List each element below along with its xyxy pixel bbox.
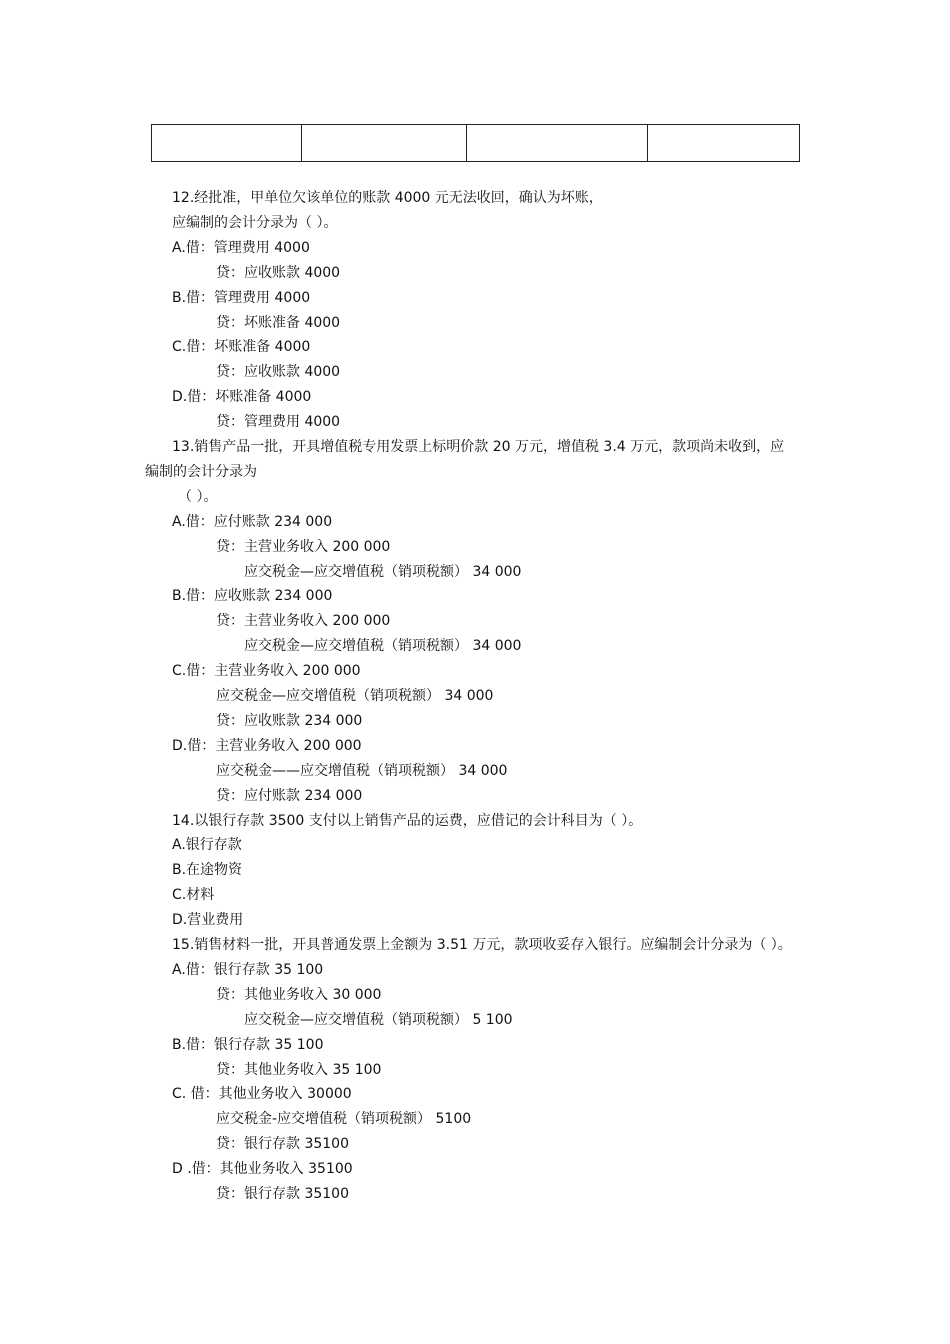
- text-line: D.借：主营业务收入 200 000: [172, 737, 362, 754]
- text-line: 编制的会计分录为: [145, 463, 257, 480]
- text-line: 贷：管理费用 4000: [216, 414, 341, 431]
- table-row: [152, 125, 800, 162]
- text-line: C. 借：其他业务收入 30000: [172, 1086, 352, 1103]
- text-line: C.借：主营业务收入 200 000: [172, 663, 361, 680]
- text-line: B.在途物资: [172, 862, 243, 879]
- text-line: 贷：应收账款 4000: [216, 364, 341, 381]
- text-line: （ ）。: [178, 488, 218, 505]
- blank-table: [151, 124, 800, 162]
- text-line: 应交税金—应交增值税（销项税额） 34 000: [244, 638, 522, 655]
- text-line: A.银行存款: [172, 837, 242, 854]
- text-line: A.借：银行存款 35 100: [172, 961, 324, 978]
- text-line: B.借：管理费用 4000: [172, 289, 311, 306]
- text-line: C.借：坏账准备 4000: [172, 339, 311, 356]
- text-line: 贷：坏账准备 4000: [216, 314, 341, 331]
- text-line: 应交税金-应交增值税（销项税额） 5100: [216, 1111, 472, 1128]
- text-line: 贷：银行存款 35100: [216, 1186, 349, 1202]
- table-cell: [467, 125, 648, 162]
- text-line: 应交税金——应交增值税（销项税额） 34 000: [216, 762, 508, 779]
- text-line: D.借：坏账准备 4000: [172, 389, 312, 406]
- table-cell: [302, 125, 467, 162]
- text-line: 应交税金—应交增值税（销项税额） 34 000: [216, 688, 494, 704]
- text-line: 贷：应收账款 4000: [216, 264, 341, 281]
- text-line: 贷：应收账款 234 000: [216, 712, 363, 729]
- text-line: 13.销售产品一批，开具增值税专用发票上标明价款 20 万元，增值税 3.4 万元，款项尚未收到，应: [172, 439, 785, 455]
- text-line: D.营业费用: [172, 912, 244, 929]
- table-cell: [152, 125, 302, 162]
- text-line: 应编制的会计分录为（ ）。: [172, 214, 338, 231]
- text-line: 14.以银行存款 3500 支付以上销售产品的运费，应借记的会计科目为（ ）。: [172, 812, 643, 829]
- table-cell: [648, 125, 800, 162]
- text-line: 贷：其他业务收入 30 000: [216, 986, 382, 1003]
- text-line: 12.经批准，甲单位欠该单位的账款 4000 元无法收回，确认为坏账，: [172, 190, 603, 206]
- text-line: A.借：管理费用 4000: [172, 239, 310, 256]
- text-line: 贷：主营业务收入 200 000: [216, 538, 391, 555]
- text-line: 贷：应付账款 234 000: [216, 787, 363, 804]
- text-line: C.材料: [172, 887, 215, 904]
- text-line: 15.销售材料一批，开具普通发票上金额为 3.51 万元，款项收妥存入银行。应编制会计分录为（ ）。: [172, 937, 792, 953]
- text-line: 应交税金—应交增值税（销项税额） 5 100: [244, 1011, 513, 1028]
- text-line: D .借：其他业务收入 35100: [172, 1161, 353, 1178]
- text-line: 贷：银行存款 35100: [216, 1136, 349, 1153]
- text-line: 贷：其他业务收入 35 100: [216, 1061, 382, 1078]
- text-line: A.借：应付账款 234 000: [172, 513, 333, 530]
- text-line: 贷：主营业务收入 200 000: [216, 613, 391, 630]
- text-line: B.借：银行存款 35 100: [172, 1036, 324, 1053]
- text-line: 应交税金—应交增值税（销项税额） 34 000: [244, 563, 522, 580]
- text-line: B.借：应收账款 234 000: [172, 588, 333, 605]
